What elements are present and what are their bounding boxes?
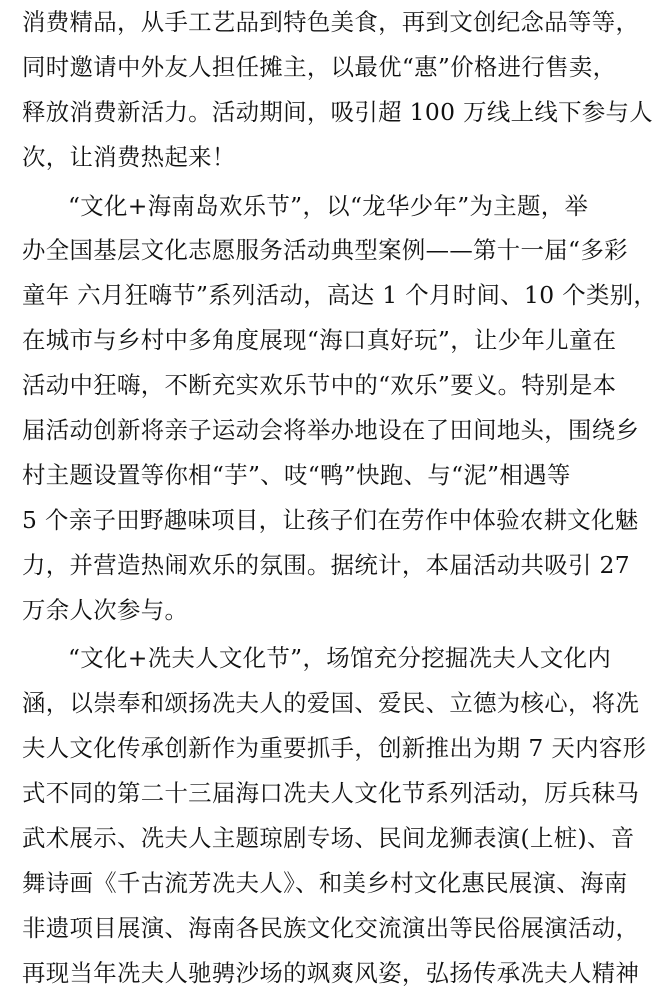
text-line: 次，让消费热起来！ <box>22 142 236 171</box>
text-line: 在城市与乡村中多角度展现“海口真好玩”，让少年儿童在 <box>22 326 617 355</box>
text-line: “文化+海南岛欢乐节”，以“龙华少年”为主题，举 <box>68 191 589 220</box>
text-line: 释放消费新活力。活动期间，吸引超 100 万线上线下参与人 <box>22 97 654 126</box>
text-line: 5 个亲子田野趣味项目，让孩子们在劳作中体验农耕文化魅 <box>22 505 639 534</box>
text-line: 活动中狂嗨，不断充实欢乐节中的“欢乐”要义。特别是本 <box>22 371 617 400</box>
paragraph-hainan-festival <box>22 184 657 633</box>
text-line: 武术展示、冼夫人主题琼剧专场、民间龙狮表演(上桩)、音 <box>22 824 635 853</box>
text-line: 式不同的第二十三届海口冼夫人文化节系列活动，厉兵秣马 <box>22 779 640 808</box>
text-line: 同时邀请中外友人担任摊主，以最优“惠”价格进行售卖， <box>22 52 617 81</box>
text-line: 办全国基层文化志愿服务活动典型案例——第十一届“多彩 <box>22 236 628 265</box>
text-line: 夫人文化传承创新作为重要抓手，创新推出为期 7 天内容形 <box>22 734 647 763</box>
text-line: 消费精品，从手工艺品到特色美食，再到文创纪念品等等， <box>22 8 640 36</box>
paragraph-xian-festival <box>22 636 647 995</box>
text-line: 涵，以崇奉和颂扬冼夫人的爱国、爱民、立德为核心，将冼 <box>22 689 640 718</box>
text-line: 非遗项目展演、海南各民族文化交流演出等民俗展演活动， <box>22 913 640 942</box>
text-line: 万余人次参与。 <box>22 595 189 624</box>
text-line: 童年 六月狂嗨节”系列活动，高达 1 个月时间、10 个类别， <box>22 281 657 310</box>
paragraph-consumption <box>22 0 654 180</box>
text-line: 力，并营造热闹欢乐的氛围。据统计，本届活动共吸引 27 <box>22 550 631 579</box>
text-line: “文化+冼夫人文化节”，场馆充分挖掘冼夫人文化内 <box>68 644 612 673</box>
text-line: 届活动创新将亲子运动会将举办地设在了田间地头，围绕乡 <box>22 416 640 445</box>
text-line: 村主题设置等你相“芋”、吱“鸭”快跑、与“泥”相遇等 <box>22 460 571 489</box>
text-line: 再现当年冼夫人驰骋沙场的飒爽风姿，弘扬传承冼夫人精神 <box>22 958 640 987</box>
text-line: 舞诗画《千古流芳冼夫人》、和美乡村文化惠民展演、海南 <box>22 868 628 897</box>
